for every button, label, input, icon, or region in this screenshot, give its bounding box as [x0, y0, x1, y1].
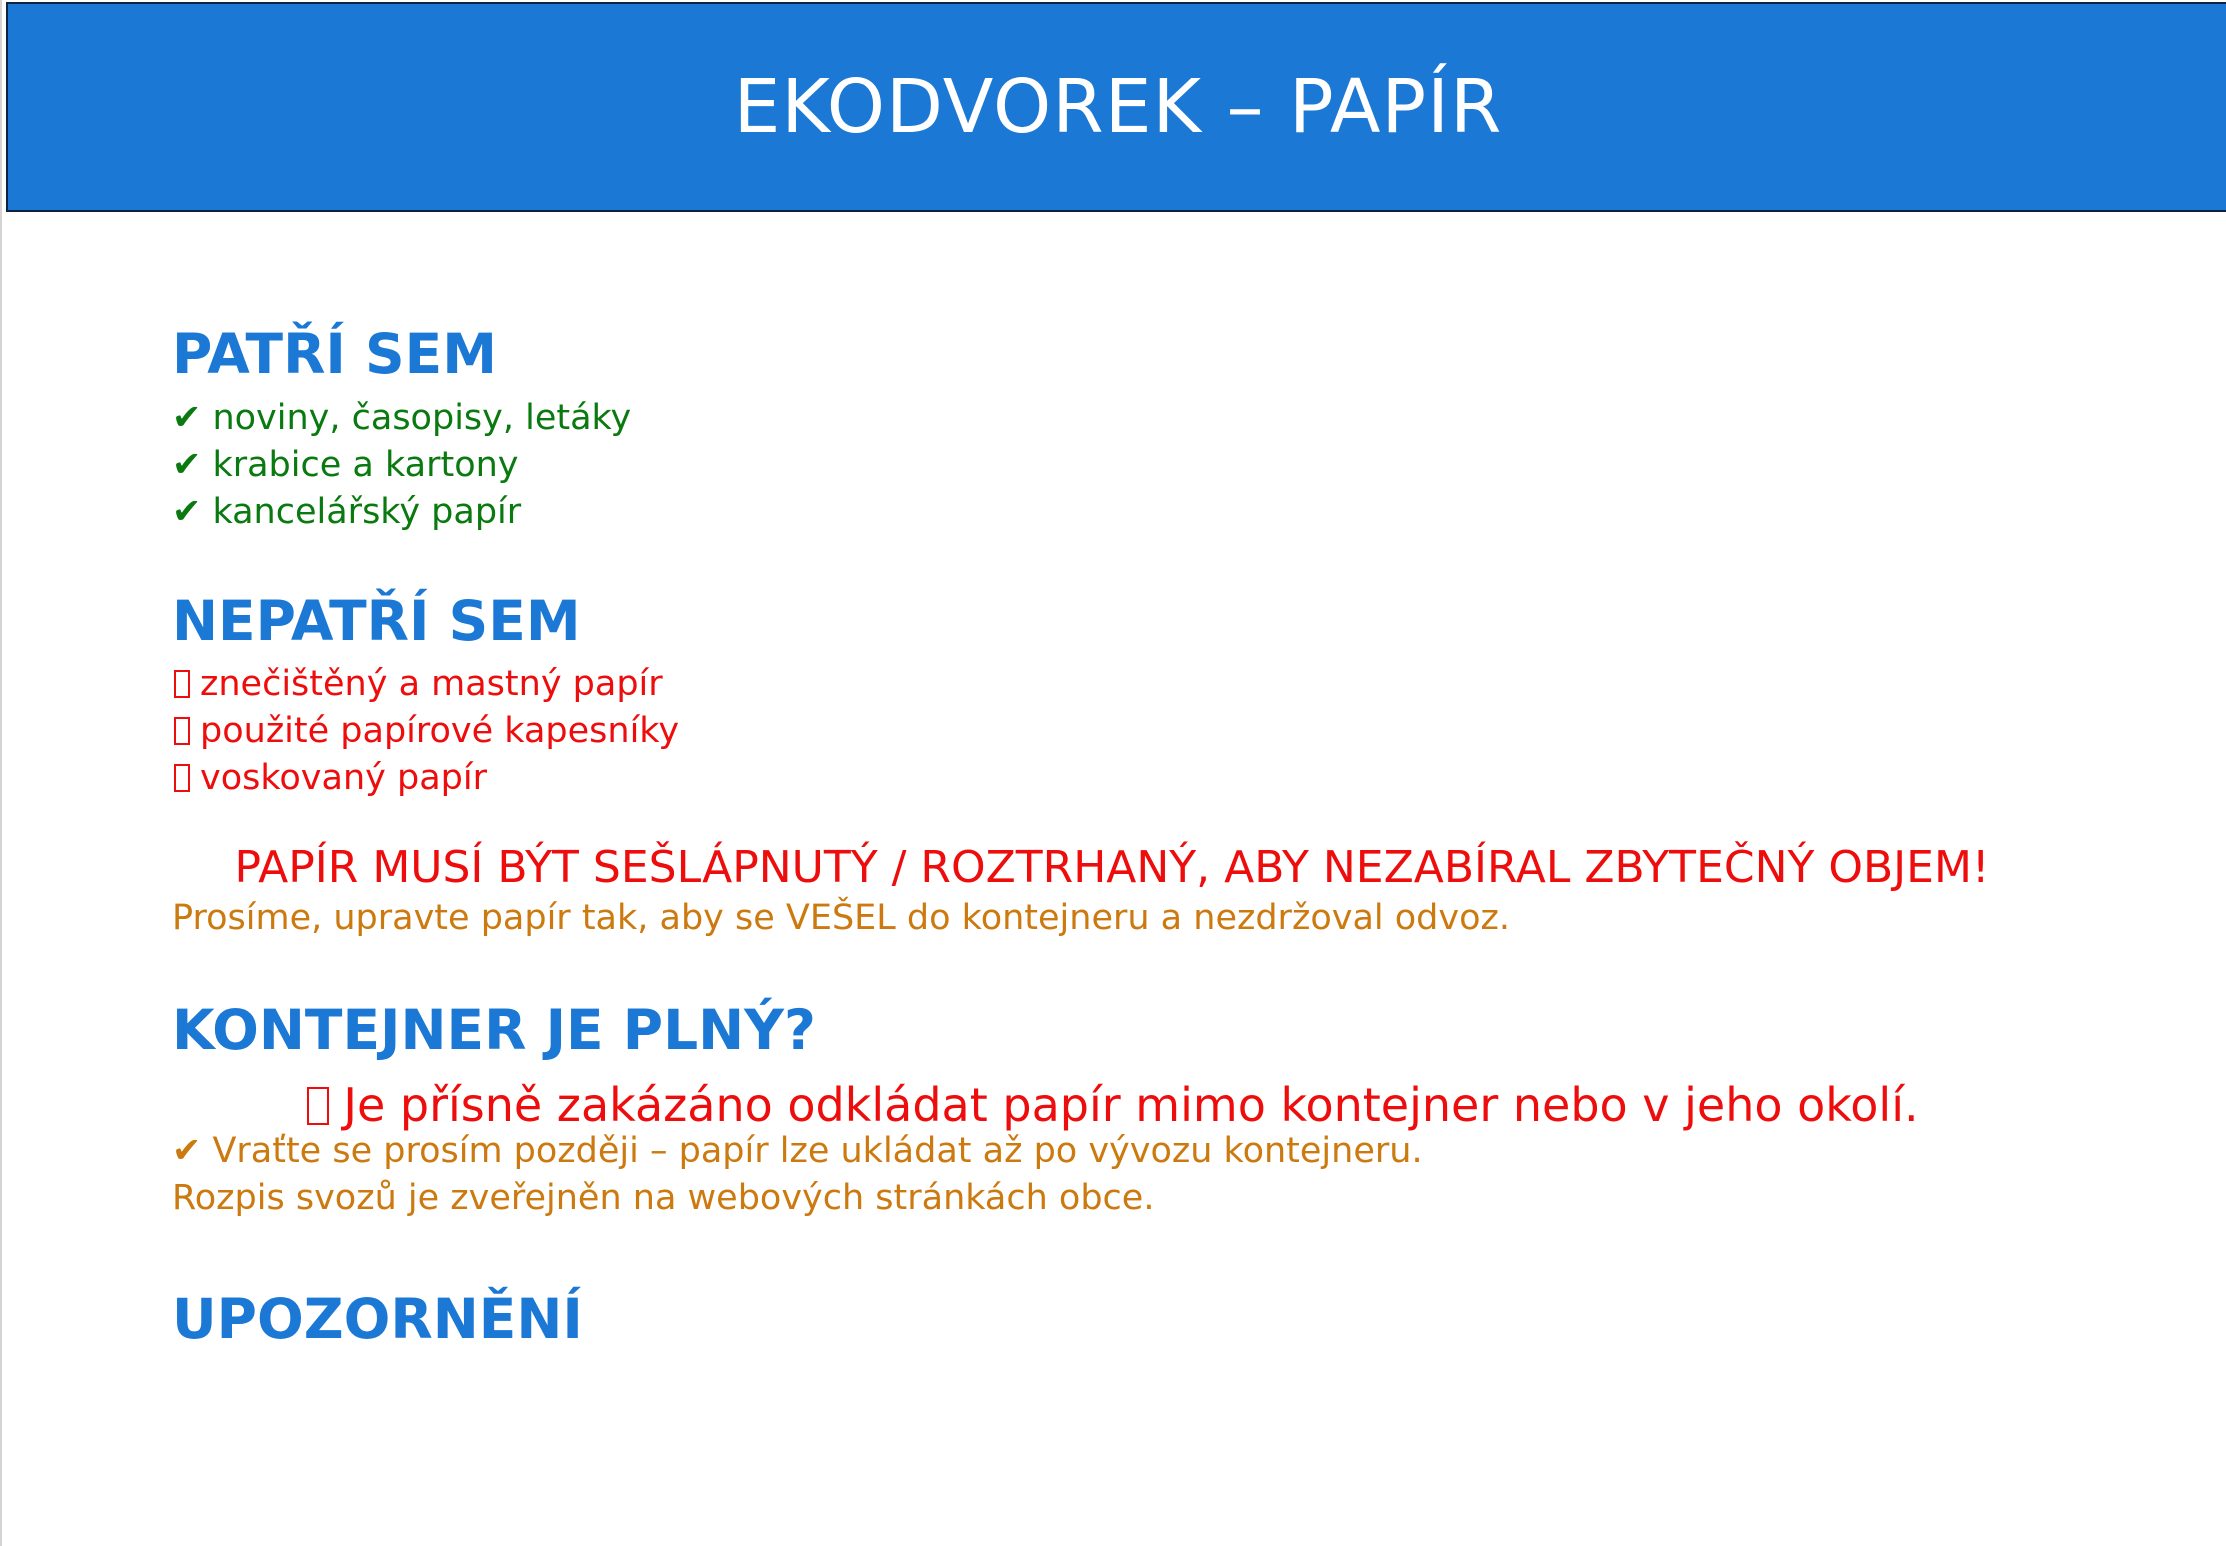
- cross-icon: [174, 670, 190, 698]
- list-item: ✔ krabice a kartony: [172, 445, 519, 485]
- return-later-text: ✔ Vraťte se prosím později – papír lze ukládat až po vývozu kontejneru.: [172, 1131, 1423, 1171]
- cross-icon: [307, 1087, 329, 1125]
- main-content: [172, 300, 2052, 1351]
- header-banner: [6, 2, 2226, 212]
- list-item: [172, 708, 2052, 755]
- page-title: EKODVOREK – PAPÍR: [733, 64, 1503, 150]
- list-item: [172, 661, 2052, 708]
- forbidden-text: Je přísně zakázáno odkládat papír mimo kontejner nebo v jeho okolí.: [343, 1078, 1919, 1132]
- schedule-text: Rozpis svozů je zveřejněn na webových stránkách obce.: [172, 1178, 1155, 1218]
- warning-heading: UPOZORNĚNÍ: [172, 1287, 583, 1351]
- belongs-heading: PATŘÍ SEM: [172, 322, 497, 386]
- not-belongs-list: [172, 661, 2052, 802]
- belongs-list: [172, 395, 2052, 536]
- list-item: ✔ kancelářský papír: [172, 492, 522, 532]
- cross-icon: [174, 764, 190, 792]
- compress-request: Prosíme, upravte papír tak, aby se VEŠEL do kontejneru a nezdržoval odvoz.: [172, 898, 1510, 938]
- list-item-label: voskovaný papír: [200, 758, 487, 798]
- full-container-heading: KONTEJNER JE PLNÝ?: [172, 998, 816, 1062]
- not-belongs-heading: NEPATŘÍ SEM: [172, 589, 581, 653]
- list-item-label: použité papírové kapesníky: [200, 711, 680, 751]
- forbidden-notice: [172, 1078, 2052, 1132]
- cross-icon: [174, 717, 190, 745]
- list-item-label: znečištěný a mastný papír: [200, 664, 663, 704]
- list-item: ✔ noviny, časopisy, letáky: [172, 398, 632, 438]
- list-item: [172, 755, 2052, 802]
- compress-warning: PAPÍR MUSÍ BÝT SEŠLÁPNUTÝ / ROZTRHANÝ, ABY NEZABÍRAL ZBYTEČNÝ OBJEM!: [234, 842, 1990, 893]
